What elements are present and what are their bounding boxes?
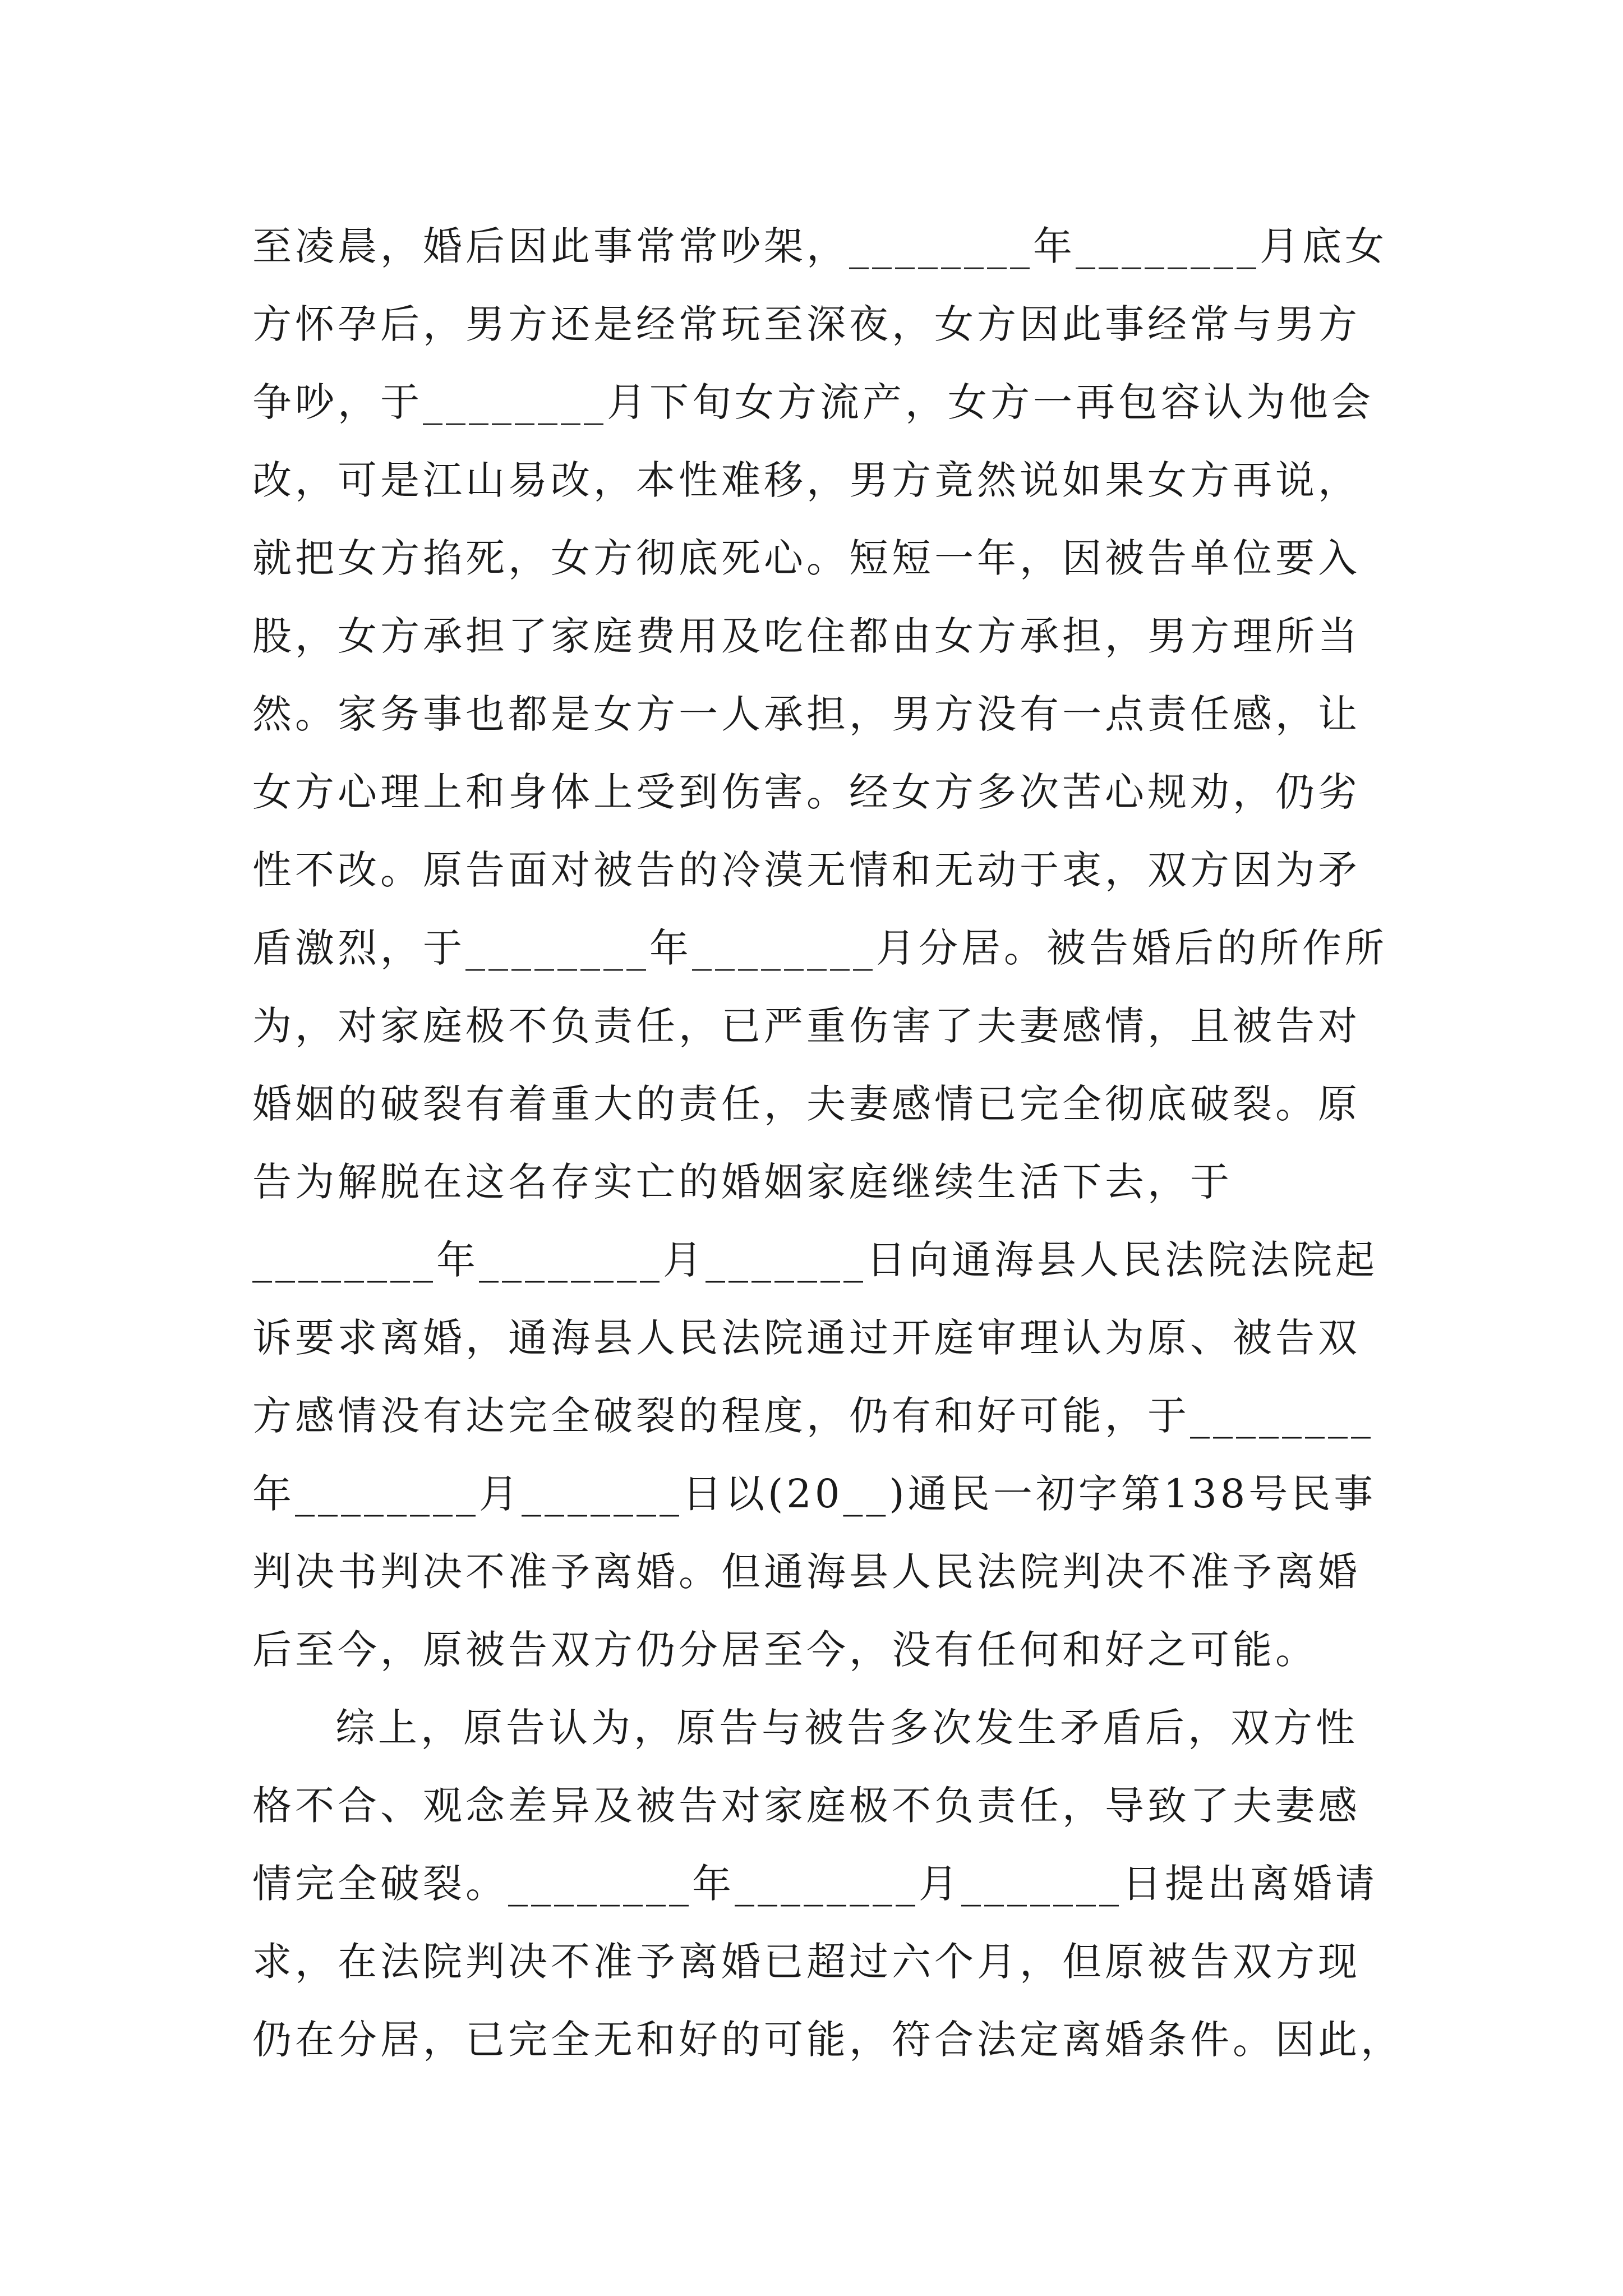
text-line: 求，在法院判决不准予离婚已超过六个月，但原被告双方现 (252, 1939, 1361, 1985)
text-line: 年________月_______日以(20__)通民一初字第138号民事 (252, 1471, 1377, 1517)
paragraph-start-line: 综上，原告认为，原告与被告多次发生矛盾后，双方性 (335, 1705, 1358, 1751)
document-body (252, 208, 1403, 2079)
text-line: 然。家务事也都是女方一人承担，男方没有一点责任感，让 (252, 691, 1361, 737)
text-line: 方怀孕后，男方还是经常玩至深夜，女方因此事经常与男方 (252, 301, 1361, 347)
text-line: 婚姻的破裂有着重大的责任，夫妻感情已完全彻底破裂。原 (252, 1081, 1361, 1127)
text-line: 盾激烈，于________年________月分居。被告婚后的所作所 (252, 925, 1387, 971)
text-line: 争吵，于________月下旬女方流产，女方一再包容认为他会 (252, 379, 1374, 425)
text-line: 仍在分居，已完全无和好的可能，符合法定离婚条件。因此， (252, 2017, 1403, 2063)
text-line: 股，女方承担了家庭费用及吃住都由女方承担，男方理所当 (252, 613, 1361, 659)
text-line: 告为解脱在这名存实亡的婚姻家庭继续生活下去，于 (252, 1159, 1233, 1205)
text-line: 方感情没有达完全破裂的程度，仍有和好可能，于________ (252, 1393, 1374, 1439)
text-line: 格不合、观念差异及被告对家庭极不负责任，导致了夫妻感 (252, 1783, 1361, 1829)
text-line: ________年________月_______日向通海县人民法院法院起 (252, 1237, 1378, 1283)
text-line: 为，对家庭极不负责任，已严重伤害了夫妻感情，且被告对 (252, 1003, 1361, 1049)
text-line: 改，可是江山易改，本性难移，男方竟然说如果女方再说， (252, 457, 1361, 503)
text-line: 就把女方掐死，女方彻底死心。短短一年，因被告单位要入 (252, 535, 1361, 581)
text-line: 诉要求离婚，通海县人民法院通过开庭审理认为原、被告双 (252, 1315, 1361, 1361)
text-line: 后至今，原被告双方仍分居至今，没有任何和好之可能。 (252, 1627, 1318, 1673)
text-line: 性不改。原告面对被告的冷漠无情和无动于衷，双方因为矛 (252, 847, 1361, 893)
text-line: 判决书判决不准予离婚。但通海县人民法院判决不准予离婚 (252, 1549, 1361, 1595)
text-line: 情完全破裂。________年________月_______日提出离婚请 (252, 1861, 1378, 1907)
text-line: 女方心理上和身体上受到伤害。经女方多次苦心规劝，仍劣 (252, 769, 1361, 815)
text-line: 至凌晨，婚后因此事常常吵架，________年________月底女 (252, 223, 1387, 269)
